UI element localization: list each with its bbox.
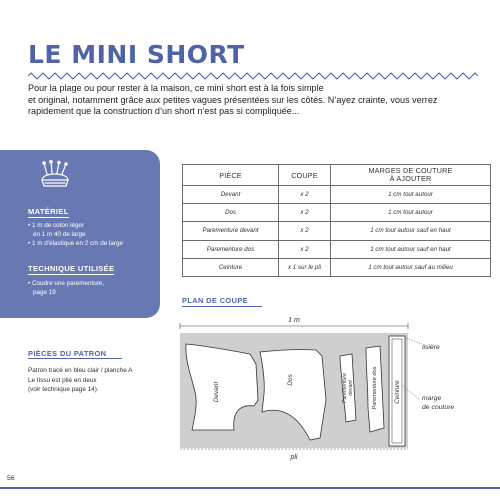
table-row <box>183 240 491 258</box>
table-cell: 1 cm tout autour sauf en haut <box>331 222 491 240</box>
table-cell: Ceinture <box>183 258 279 276</box>
table-cell: x 2 <box>279 222 331 240</box>
plan-heading: PLAN DE COUPE <box>182 296 248 305</box>
table-cell: Devant <box>183 186 279 204</box>
cutting-layout-diagram <box>170 308 485 468</box>
table-cell: Parementure devant <box>183 222 279 240</box>
technique-list <box>28 279 104 297</box>
table-cell: x 1 sur le pli <box>279 258 331 276</box>
intro-line: Pour la plage ou pour rester à la maison, ce mini short est à la fois simple <box>28 83 324 93</box>
list-item: page 19 <box>33 289 56 296</box>
table-cell: Dos <box>183 204 279 222</box>
patron-line: Le tissu est plié en deux <box>28 376 97 384</box>
lisiere-label: lisière <box>422 344 440 351</box>
col-header-piece: PIÈCE <box>183 165 279 186</box>
intro-text <box>28 83 478 118</box>
materiel-list <box>28 221 123 248</box>
table-cell: x 2 <box>279 240 331 258</box>
lisiere-leader <box>406 338 422 344</box>
patron-heading: PIÈCES DU PATRON <box>28 349 107 358</box>
pincushion-icon <box>38 160 72 192</box>
table-header-row <box>183 165 491 186</box>
marge-label-2: de couture <box>422 404 455 411</box>
col-header-marges <box>331 165 491 186</box>
page-number: 56 <box>7 475 15 482</box>
wave-line <box>28 73 478 79</box>
piece-label-dos: Dos <box>287 374 294 386</box>
list-item: • 1 m de coton léger <box>28 222 85 229</box>
wave-divider <box>28 72 478 80</box>
patron-heading-underline <box>28 358 122 359</box>
table-cell: 1 cm tout autour sauf en haut <box>331 240 491 258</box>
pli-label: pli <box>290 454 298 461</box>
table-cell: x 2 <box>279 186 331 204</box>
plan-heading-underline <box>182 306 262 307</box>
table-cell: 1 cm tout autour <box>331 204 491 222</box>
table-row <box>183 222 491 240</box>
table-cell: 1 cm tout autour sauf au milieu <box>331 258 491 276</box>
table-row <box>183 258 491 276</box>
intro-line: rapidement que la construction d’un short n’est pas si compliquée... <box>28 106 300 117</box>
col-header-coupe: COUPE <box>279 165 331 186</box>
piece-label-parementure: Parementure <box>342 373 348 403</box>
patron-line: Patron tracé en bleu clair / planche A <box>28 367 133 374</box>
table-cell: x 2 <box>279 204 331 222</box>
list-item: • 1 m d’élastique en 2 cm de large <box>28 240 123 247</box>
patron-text <box>28 366 168 395</box>
patron-line: (voir technique page 14). <box>28 386 99 394</box>
piece-label-ceinture: Ceinture <box>394 380 401 404</box>
materiel-heading-text: MATÉRIEL <box>28 207 69 216</box>
technique-heading <box>28 264 114 273</box>
piece-label-devant: Devant <box>213 381 220 403</box>
piece-label-parementure-devant: devant <box>348 380 354 396</box>
technique-heading-text: TECHNIQUE UTILISÉE <box>28 264 115 273</box>
table-row <box>183 204 491 222</box>
table-cell: Parementure dos <box>183 240 279 258</box>
marge-label-1: marge <box>422 395 442 402</box>
intro-line: et original, notamment grâce aux petites vagues présentées sur les côtés. N’ayez crainte, vous verrez <box>28 94 438 105</box>
pieces-table <box>182 164 491 277</box>
width-label: 1 m <box>288 317 300 324</box>
col-header-marges-line2: À AJOUTER <box>389 174 432 183</box>
footer-rule <box>0 487 500 489</box>
page-title: LE MINI SHORT <box>28 40 245 69</box>
table-cell: 1 cm tout autour <box>331 186 491 204</box>
piece-label-parementure-dos: Parementure dos <box>372 366 378 410</box>
table-row <box>183 186 491 204</box>
list-item: • Coudre une parementure, <box>28 280 105 287</box>
list-item: en 1 m 40 de large <box>33 231 86 238</box>
materiel-heading <box>28 207 69 216</box>
col-header-marges-line1: MARGES DE COUTURE <box>368 165 453 175</box>
